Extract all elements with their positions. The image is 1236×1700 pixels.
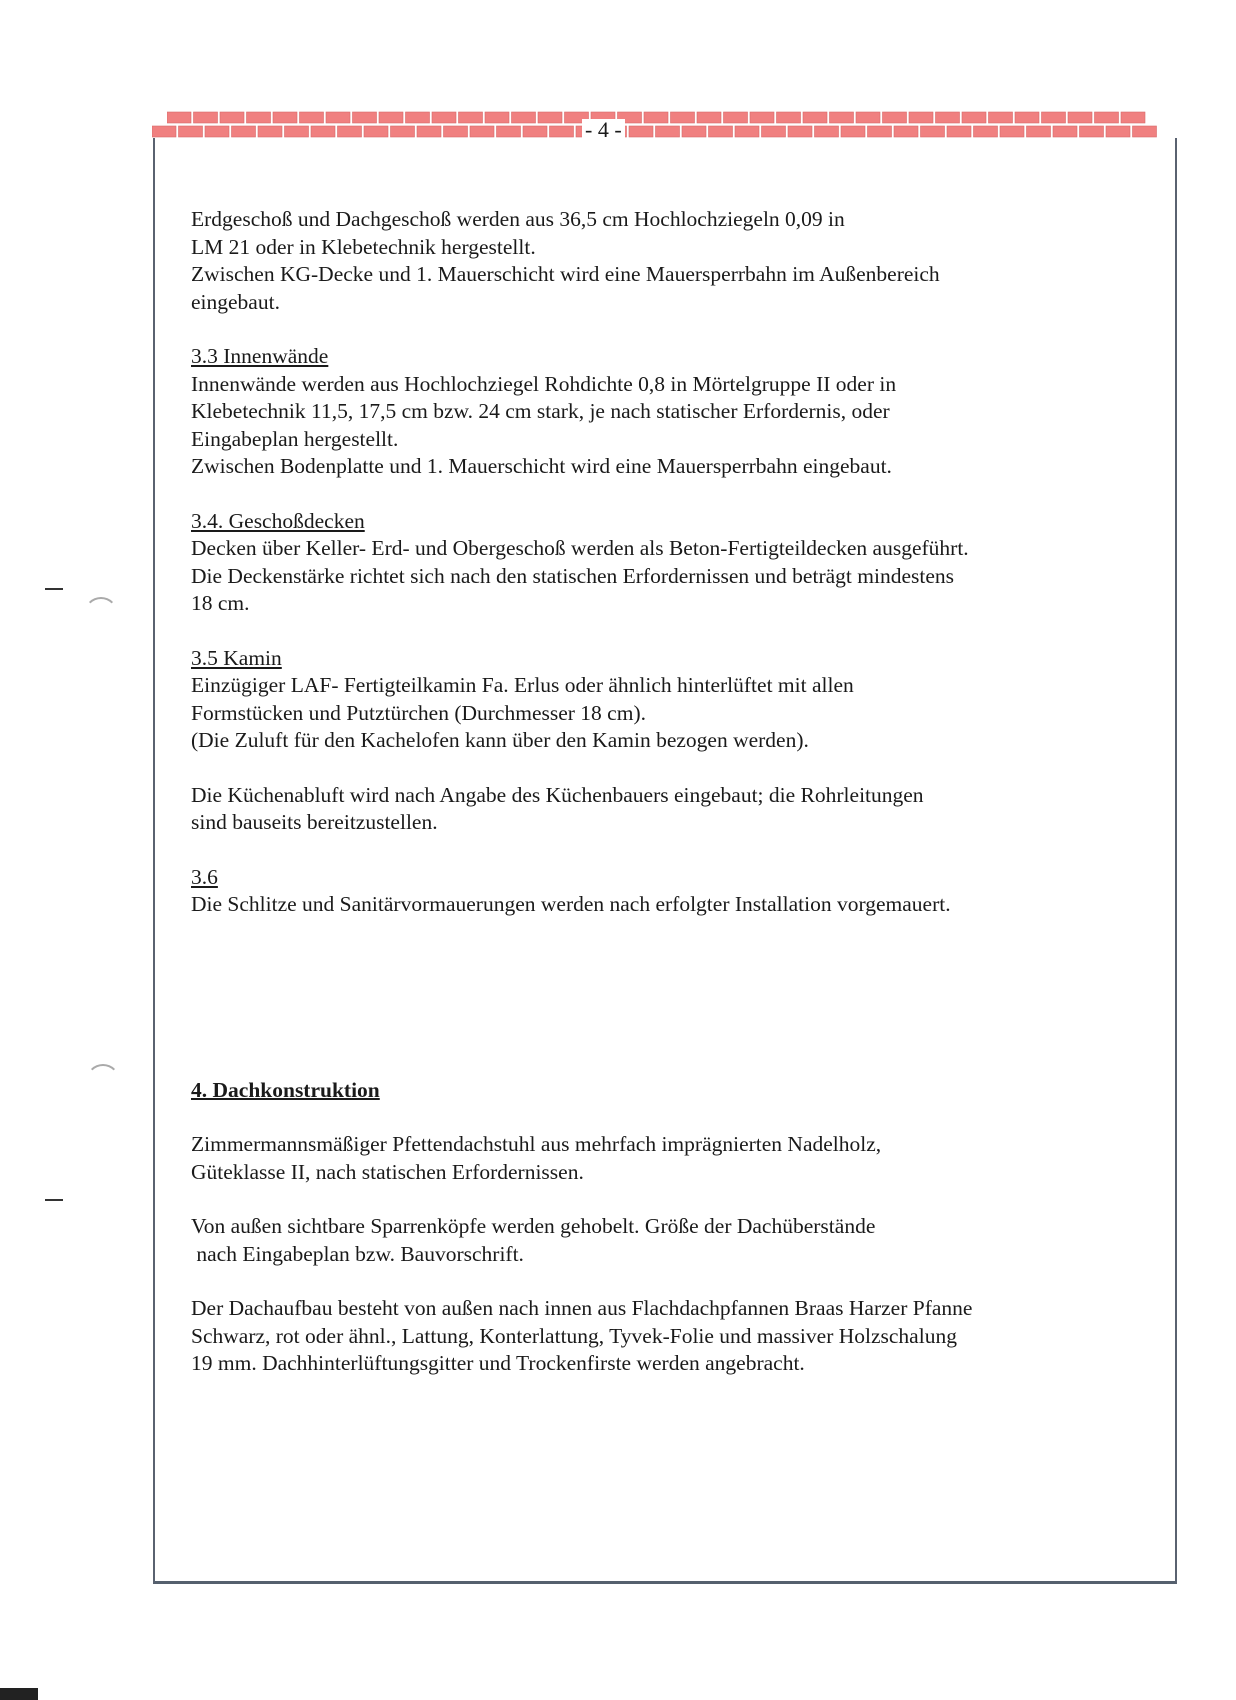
brick (750, 112, 774, 123)
brick (724, 112, 748, 123)
brick (909, 112, 933, 123)
text-line: Güteklasse II, nach statischen Erfordernissen. (191, 1159, 584, 1184)
brick (232, 126, 256, 137)
text-line: nach Eingabeplan bzw. Bauvorschrift. (191, 1241, 524, 1266)
brick (830, 112, 854, 123)
brick (883, 112, 907, 123)
text-line: Die Deckenstärke richtet sich nach den statischen Erfordernissen und beträgt mindestens (191, 563, 954, 588)
brick (379, 112, 403, 123)
brick (894, 126, 918, 137)
text-line: Klebetechnik 11,5, 17,5 cm bzw. 24 cm stark, je nach statischer Erfordernis, oder (191, 399, 890, 423)
text-line: Innenwände werden aus Hochlochziegel Rohdichte 0,8 in Mörtelgruppe II oder in (191, 371, 897, 396)
brick (1015, 112, 1039, 123)
brick (470, 126, 494, 137)
brick (432, 112, 456, 123)
text-line: Decken über Keller- Erd- und Obergeschoß werden als Beton-Fertigteildecken ausgeführt. (191, 536, 969, 560)
brick (1027, 126, 1051, 137)
text-line: sind bauseits bereitzustellen. (191, 810, 438, 834)
chapter-heading: 4. Dachkonstruktion (191, 1077, 380, 1102)
brick (485, 112, 509, 123)
section-3-6 (191, 864, 1091, 919)
brick (989, 112, 1013, 123)
brick (788, 126, 812, 137)
page-number: - 4 - (582, 119, 625, 141)
text-line: (Die Zuluft für den Kachelofen kann über den Kamin bezogen werden). (191, 728, 809, 752)
section-heading: 3.6 (191, 864, 218, 889)
text-line: Zwischen KG-Decke und 1. Mauerschicht wird eine Mauersperrbahn im Außenbereich (191, 262, 940, 286)
brick (406, 112, 430, 123)
text-line: Erdgeschoß und Dachgeschoß werden aus 36,5 cm Hochlochziegeln 0,09 in (191, 207, 845, 231)
section-heading: 3.4. Geschoßdecken (191, 508, 365, 533)
brick (220, 112, 244, 123)
section-3-3 (191, 343, 1091, 481)
punch-mark (45, 588, 63, 590)
text-line: Der Dachaufbau besteht von außen nach innen aus Flachdachpfannen Braas Harzer Pfanne (191, 1296, 973, 1320)
brick (671, 112, 695, 123)
brick (1068, 112, 1092, 123)
text-line: Die Küchenabluft wird nach Angabe des Küchenbauers eingebaut; die Rohrleitungen (191, 782, 924, 807)
brick (629, 126, 653, 137)
brick (391, 126, 415, 137)
brick (682, 126, 706, 137)
brick (247, 112, 271, 123)
brick (1121, 112, 1145, 123)
text-line: Zimmermannsmäßiger Pfettendachstuhl aus mehrfach imprägnierten Nadelholz, (191, 1132, 882, 1156)
brick (273, 112, 297, 123)
text-line: Formstücken und Putztürchen (Durchmesser 18 cm). (191, 700, 646, 725)
brick (497, 126, 521, 137)
brick (459, 112, 483, 123)
scan-edge-mark (0, 1688, 38, 1700)
intro-paragraph (191, 206, 1091, 316)
text-line: 18 cm. (191, 591, 250, 615)
text-line: Schwarz, rot oder ähnl., Lattung, Konterlattung, Tyvek-Folie und massiver Holzschalung (191, 1323, 957, 1348)
brick (179, 126, 203, 137)
brick (1095, 112, 1119, 123)
text-line: Zwischen Bodenplatte und 1. Mauerschicht wird eine Mauersperrbahn eingebaut. (191, 454, 892, 478)
brick (815, 126, 839, 137)
section-heading: 3.5 Kamin (191, 645, 282, 670)
brick (868, 126, 892, 137)
brick (364, 126, 388, 137)
brick (1106, 126, 1130, 137)
text-line: Eingabeplan hergestellt. (191, 426, 399, 451)
brick-border-bottom-row (152, 125, 1180, 139)
brick (947, 126, 971, 137)
text-line: Einzügiger LAF- Fertigteilkamin Fa. Erlus oder ähnlich hinterlüftet mit allen (191, 673, 854, 697)
brick (311, 126, 335, 137)
brick (194, 112, 218, 123)
brick (353, 112, 377, 123)
text-line: eingebaut. (191, 289, 280, 314)
text-line: Die Schlitze und Sanitärvormauerungen werden nach erfolgter Installation vorgemauert. (191, 892, 951, 916)
brick (326, 112, 350, 123)
brick (974, 126, 998, 137)
text-line: LM 21 oder in Klebetechnik hergestellt. (191, 234, 536, 259)
section-4 (191, 1077, 1091, 1378)
punch-hole-arc (84, 597, 118, 631)
brick (338, 126, 362, 137)
brick (735, 126, 759, 137)
brick (167, 112, 191, 123)
brick (962, 112, 986, 123)
brick (152, 126, 176, 137)
brick (921, 126, 945, 137)
brick (803, 112, 827, 123)
brick (762, 126, 786, 137)
document-body (191, 206, 1091, 1378)
brick (709, 126, 733, 137)
brick (1053, 126, 1077, 137)
section-heading: 3.3 Innenwände (191, 344, 329, 368)
brick (1000, 126, 1024, 137)
brick (1042, 112, 1066, 123)
brick (644, 112, 668, 123)
brick (538, 112, 562, 123)
brick (656, 126, 680, 137)
section-3-4 (191, 508, 1091, 618)
brick (777, 112, 801, 123)
brick (697, 112, 721, 123)
punch-mark (45, 1199, 63, 1201)
punch-hole-arc (86, 1064, 120, 1098)
brick (856, 112, 880, 123)
brick (258, 126, 282, 137)
brick (1080, 126, 1104, 137)
text-line: Von außen sichtbare Sparrenköpfe werden gehobelt. Größe der Dachüberstände (191, 1214, 876, 1238)
brick (444, 126, 468, 137)
brick (936, 112, 960, 123)
brick (205, 126, 229, 137)
brick (417, 126, 441, 137)
brick-border-top-row (167, 111, 1167, 125)
brick (841, 126, 865, 137)
brick (523, 126, 547, 137)
brick (550, 126, 574, 137)
brick (285, 126, 309, 137)
brick (1133, 126, 1157, 137)
brick (512, 112, 536, 123)
text-line: 19 mm. Dachhinterlüftungsgitter und Trockenfirste werden angebracht. (191, 1351, 805, 1375)
brick (300, 112, 324, 123)
section-3-5 (191, 645, 1091, 837)
